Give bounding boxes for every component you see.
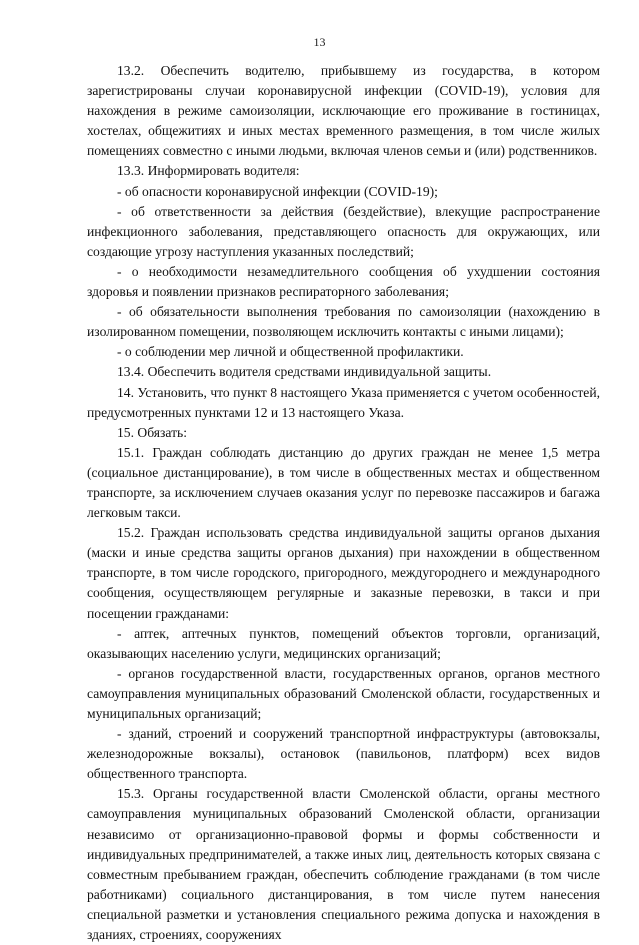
- list-item: - зданий, строений и сооружений транспортной инфраструктуры (автовокзалы, железнодорожные вокзалы), остановок (павильонов, платформ) всех видов общественного транспорта.: [87, 726, 600, 782]
- list-item: - об ответственности за действия (бездействие), влекущие распространение инфекционного заболевания, представляющего опасность для окружающих, или создающие угрозу наступления указанных последствий;: [87, 203, 600, 259]
- paragraph-15-3: 15.3. Органы государственной власти Смоленской области, органы местного самоуправления муниципальных образований Смоленской области, организации независимо от организационно-правовой формы и формы собственности и индивидуальных предпринимателей, а также иных лиц, деятельность которых связана с совместным пребыванием граждан, обеспечить соблюдение гражданами (в том числе работниками) социального дистанцирования, в том числе путем нанесения специальной разметки и установления специального режима допуска и нахождения в зданиях, строениях, сооружениях: [87, 786, 600, 943]
- list-item: - об опасности коронавирусной инфекции (COVID-19);: [117, 183, 438, 199]
- paragraph-15-2: 15.2. Граждан использовать средства индивидуальной защиты органов дыхания (маски и иные средства защиты органов дыхания) при нахождении в общественном транспорте, в том числе городского, пригородного, междугороднего и международного сообщения, осуществляющем регулярные и заказные перевозки, в такси и при посещении гражданами:: [87, 525, 600, 621]
- list-item: - аптек, аптечных пунктов, помещений объектов торговли, организаций, оказывающих населению услуги, медицинских организаций;: [87, 625, 600, 661]
- list-item: - о соблюдении мер личной и общественной профилактики.: [117, 344, 464, 360]
- paragraph-13-3: 13.3. Информировать водителя:: [117, 163, 300, 179]
- page-number: 13: [313, 35, 326, 49]
- paragraph-13-2: 13.2. Обеспечить водителю, прибывшему из государства, в котором зарегистрированы случаи коронавирусной инфекции (COVID-19), условия для нахождения в режиме самоизоляции, исключающие его проживание в гостиницах, хостелах, общежитиях и иных местах временного размещения, в том числе жилых помещениях совместно с иными людьми, включая членов семьи и (или) родственников.: [87, 63, 600, 159]
- paragraph-15: 15. Обязать:: [117, 424, 188, 440]
- paragraph-14: 14. Установить, что пункт 8 настоящего Указа применяется с учетом особенностей, предусмотренных пунктами 12 и 13 настоящего Указа.: [87, 384, 600, 420]
- list-item: - о необходимости незамедлительного сообщения об ухудшении состояния здоровья и появлении признаков респираторного заболевания;: [87, 263, 600, 300]
- paragraph-15-1: 15.1. Граждан соблюдать дистанцию до других граждан не менее 1,5 метра (социальное дистанцирование), в том числе в общественных местах и общественном транспорте, за исключением случаев оказания услуг по перевозке пассажиров и багажа легковым такси.: [87, 444, 600, 521]
- paragraph-13-4: 13.4. Обеспечить водителя средствами индивидуальной защиты.: [117, 364, 492, 380]
- list-item: - об обязательности выполнения требования по самоизоляции (нахождению в изолированном помещении, позволяющем исключить контакты с иными лицами);: [87, 304, 600, 340]
- document-body: [87, 61, 600, 945]
- list-item: - органов государственной власти, государственных органов, органов местного самоуправления муниципальных образований Смоленской области, государственных и муниципальных организаций;: [87, 665, 600, 721]
